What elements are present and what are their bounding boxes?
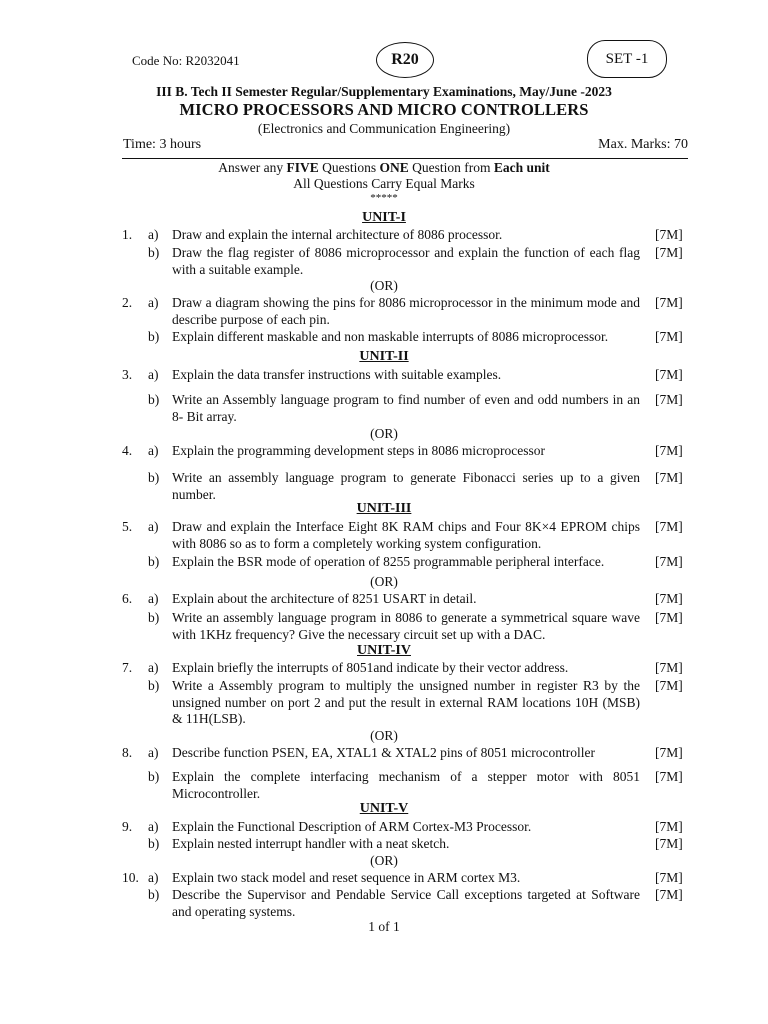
question-text: Describe the Supervisor and Pendable Service Call exceptions targeted at Software and operating systems. <box>172 887 640 919</box>
or-separator: (OR) <box>370 728 398 743</box>
marks: [7M] <box>655 245 683 260</box>
marks: [7M] <box>655 591 683 606</box>
part-label: a) <box>148 660 159 675</box>
marks: [7M] <box>655 554 683 569</box>
question-text: Explain two stack model and reset sequence in ARM cortex M3. <box>172 870 521 885</box>
part-label: a) <box>148 870 159 885</box>
marks: [7M] <box>655 745 683 760</box>
header-divider <box>122 158 688 159</box>
or-separator: (OR) <box>370 426 398 441</box>
marks: [7M] <box>655 836 683 851</box>
set-badge: SET -1 <box>587 40 667 78</box>
marks: [7M] <box>655 769 683 784</box>
page-number: 1 of 1 <box>368 919 400 934</box>
branch-name: (Electronics and Communication Engineering) <box>257 121 511 136</box>
instructions-line-2: All Questions Carry Equal Marks <box>293 176 475 191</box>
question-text: Describe function PSEN, EA, XTAL1 & XTAL2 pins of 8051 microcontroller <box>172 745 596 760</box>
time-label: Time: 3 hours <box>123 137 202 152</box>
question-number: 9. <box>122 819 133 834</box>
marks: [7M] <box>655 610 683 625</box>
question-text: Explain the programming development steps in 8086 microprocessor <box>172 443 546 458</box>
part-label: a) <box>148 519 159 534</box>
question-text: Write an assembly language program in 8086 to generate a symmetrical square wave with 1KHz frequency? Give the necessary circuit set up with a DAC. <box>172 610 640 642</box>
question-number: 8. <box>122 745 133 760</box>
part-label: b) <box>148 678 160 693</box>
part-label: a) <box>148 295 159 310</box>
question-text: Explain about the architecture of 8251 USART in detail. <box>172 591 477 606</box>
part-label: a) <box>148 367 159 382</box>
question-number: 6. <box>122 591 133 606</box>
part-label: a) <box>148 819 159 834</box>
question-text: Explain the BSR mode of operation of 8255 programmable peripheral interface. <box>172 554 605 569</box>
part-label: a) <box>148 443 159 458</box>
question-text: Draw a diagram showing the pins for 8086 microprocessor in the minimum mode and describe purpose of each pin. <box>172 295 640 327</box>
question-text: Draw and explain the internal architecture of 8086 processor. <box>172 227 503 242</box>
unit-heading-1: UNIT-I <box>362 210 406 225</box>
part-label: a) <box>148 227 159 242</box>
marks: [7M] <box>655 227 683 242</box>
question-text: Write a Assembly program to multiply the unsigned number in register R3 by the unsigned number on port 2 and put the result in external RAM locations 10H (MSB) & 11H(LSB). <box>172 678 640 726</box>
part-label: b) <box>148 470 160 485</box>
part-label: b) <box>148 554 160 569</box>
unit-heading-2: UNIT-II <box>359 349 409 364</box>
question-number: 1. <box>122 227 133 242</box>
part-label: b) <box>148 836 160 851</box>
question-number: 7. <box>122 660 133 675</box>
code-number: Code No: R2032041 <box>132 53 240 68</box>
or-separator: (OR) <box>370 574 398 589</box>
part-label: a) <box>148 591 159 606</box>
question-number: 10. <box>122 870 139 885</box>
question-text: Explain different maskable and non maskable interrupts of 8086 microprocessor. <box>172 329 609 344</box>
question-text: Write an assembly language program to generate Fibonacci series up to a given number. <box>172 470 640 502</box>
stars-separator: ***** <box>370 192 398 204</box>
question-text: Explain briefly the interrupts of 8051and indicate by their vector address. <box>172 660 569 675</box>
part-label: b) <box>148 769 160 784</box>
part-label: b) <box>148 329 160 344</box>
marks: [7M] <box>655 443 683 458</box>
marks: [7M] <box>655 329 683 344</box>
question-text: Explain the data transfer instructions with suitable examples. <box>172 367 502 382</box>
question-text: Write an Assembly language program to find number of even and odd numbers in an 8- Bit array. <box>172 392 640 424</box>
instructions-line-1: Answer any FIVE Questions ONE Question from Each unit <box>218 160 550 175</box>
marks: [7M] <box>655 367 683 382</box>
part-label: b) <box>148 610 160 625</box>
question-number: 4. <box>122 443 133 458</box>
question-text: Explain the complete interfacing mechanism of a stepper motor with 8051 Microcontroller. <box>172 769 640 801</box>
question-text: Draw the flag register of 8086 microprocessor and explain the function of each flag with a suitable example. <box>172 245 640 277</box>
question-number: 5. <box>122 519 133 534</box>
or-separator: (OR) <box>370 853 398 868</box>
question-text: Explain the Functional Description of ARM Cortex-M3 Processor. <box>172 819 532 834</box>
unit-heading-3: UNIT-III <box>356 501 412 516</box>
question-number: 2. <box>122 295 133 310</box>
marks: [7M] <box>655 470 683 485</box>
marks: [7M] <box>655 819 683 834</box>
unit-heading-4: UNIT-IV <box>357 643 411 658</box>
marks: [7M] <box>655 678 683 693</box>
part-label: b) <box>148 245 160 260</box>
question-number: 3. <box>122 367 133 382</box>
max-marks-label: Max. Marks: 70 <box>598 137 688 152</box>
part-label: a) <box>148 745 159 760</box>
marks: [7M] <box>655 519 683 534</box>
part-label: b) <box>148 887 160 902</box>
marks: [7M] <box>655 295 683 310</box>
marks: [7M] <box>655 870 683 885</box>
marks: [7M] <box>655 660 683 675</box>
exam-title: III B. Tech II Semester Regular/Supplementary Examinations, May/June -2023 <box>156 84 612 99</box>
regulation-badge: R20 <box>376 42 434 78</box>
marks: [7M] <box>655 392 683 407</box>
subject-title: MICRO PROCESSORS AND MICRO CONTROLLERS <box>179 100 589 119</box>
or-separator: (OR) <box>370 278 398 293</box>
question-text: Draw and explain the Interface Eight 8K RAM chips and Four 8K×4 EPROM chips with 8086 so as to form a completely working system configuration. <box>172 519 640 551</box>
unit-heading-5: UNIT-V <box>359 801 409 816</box>
marks: [7M] <box>655 887 683 902</box>
part-label: b) <box>148 392 160 407</box>
question-text: Explain nested interrupt handler with a neat sketch. <box>172 836 450 851</box>
